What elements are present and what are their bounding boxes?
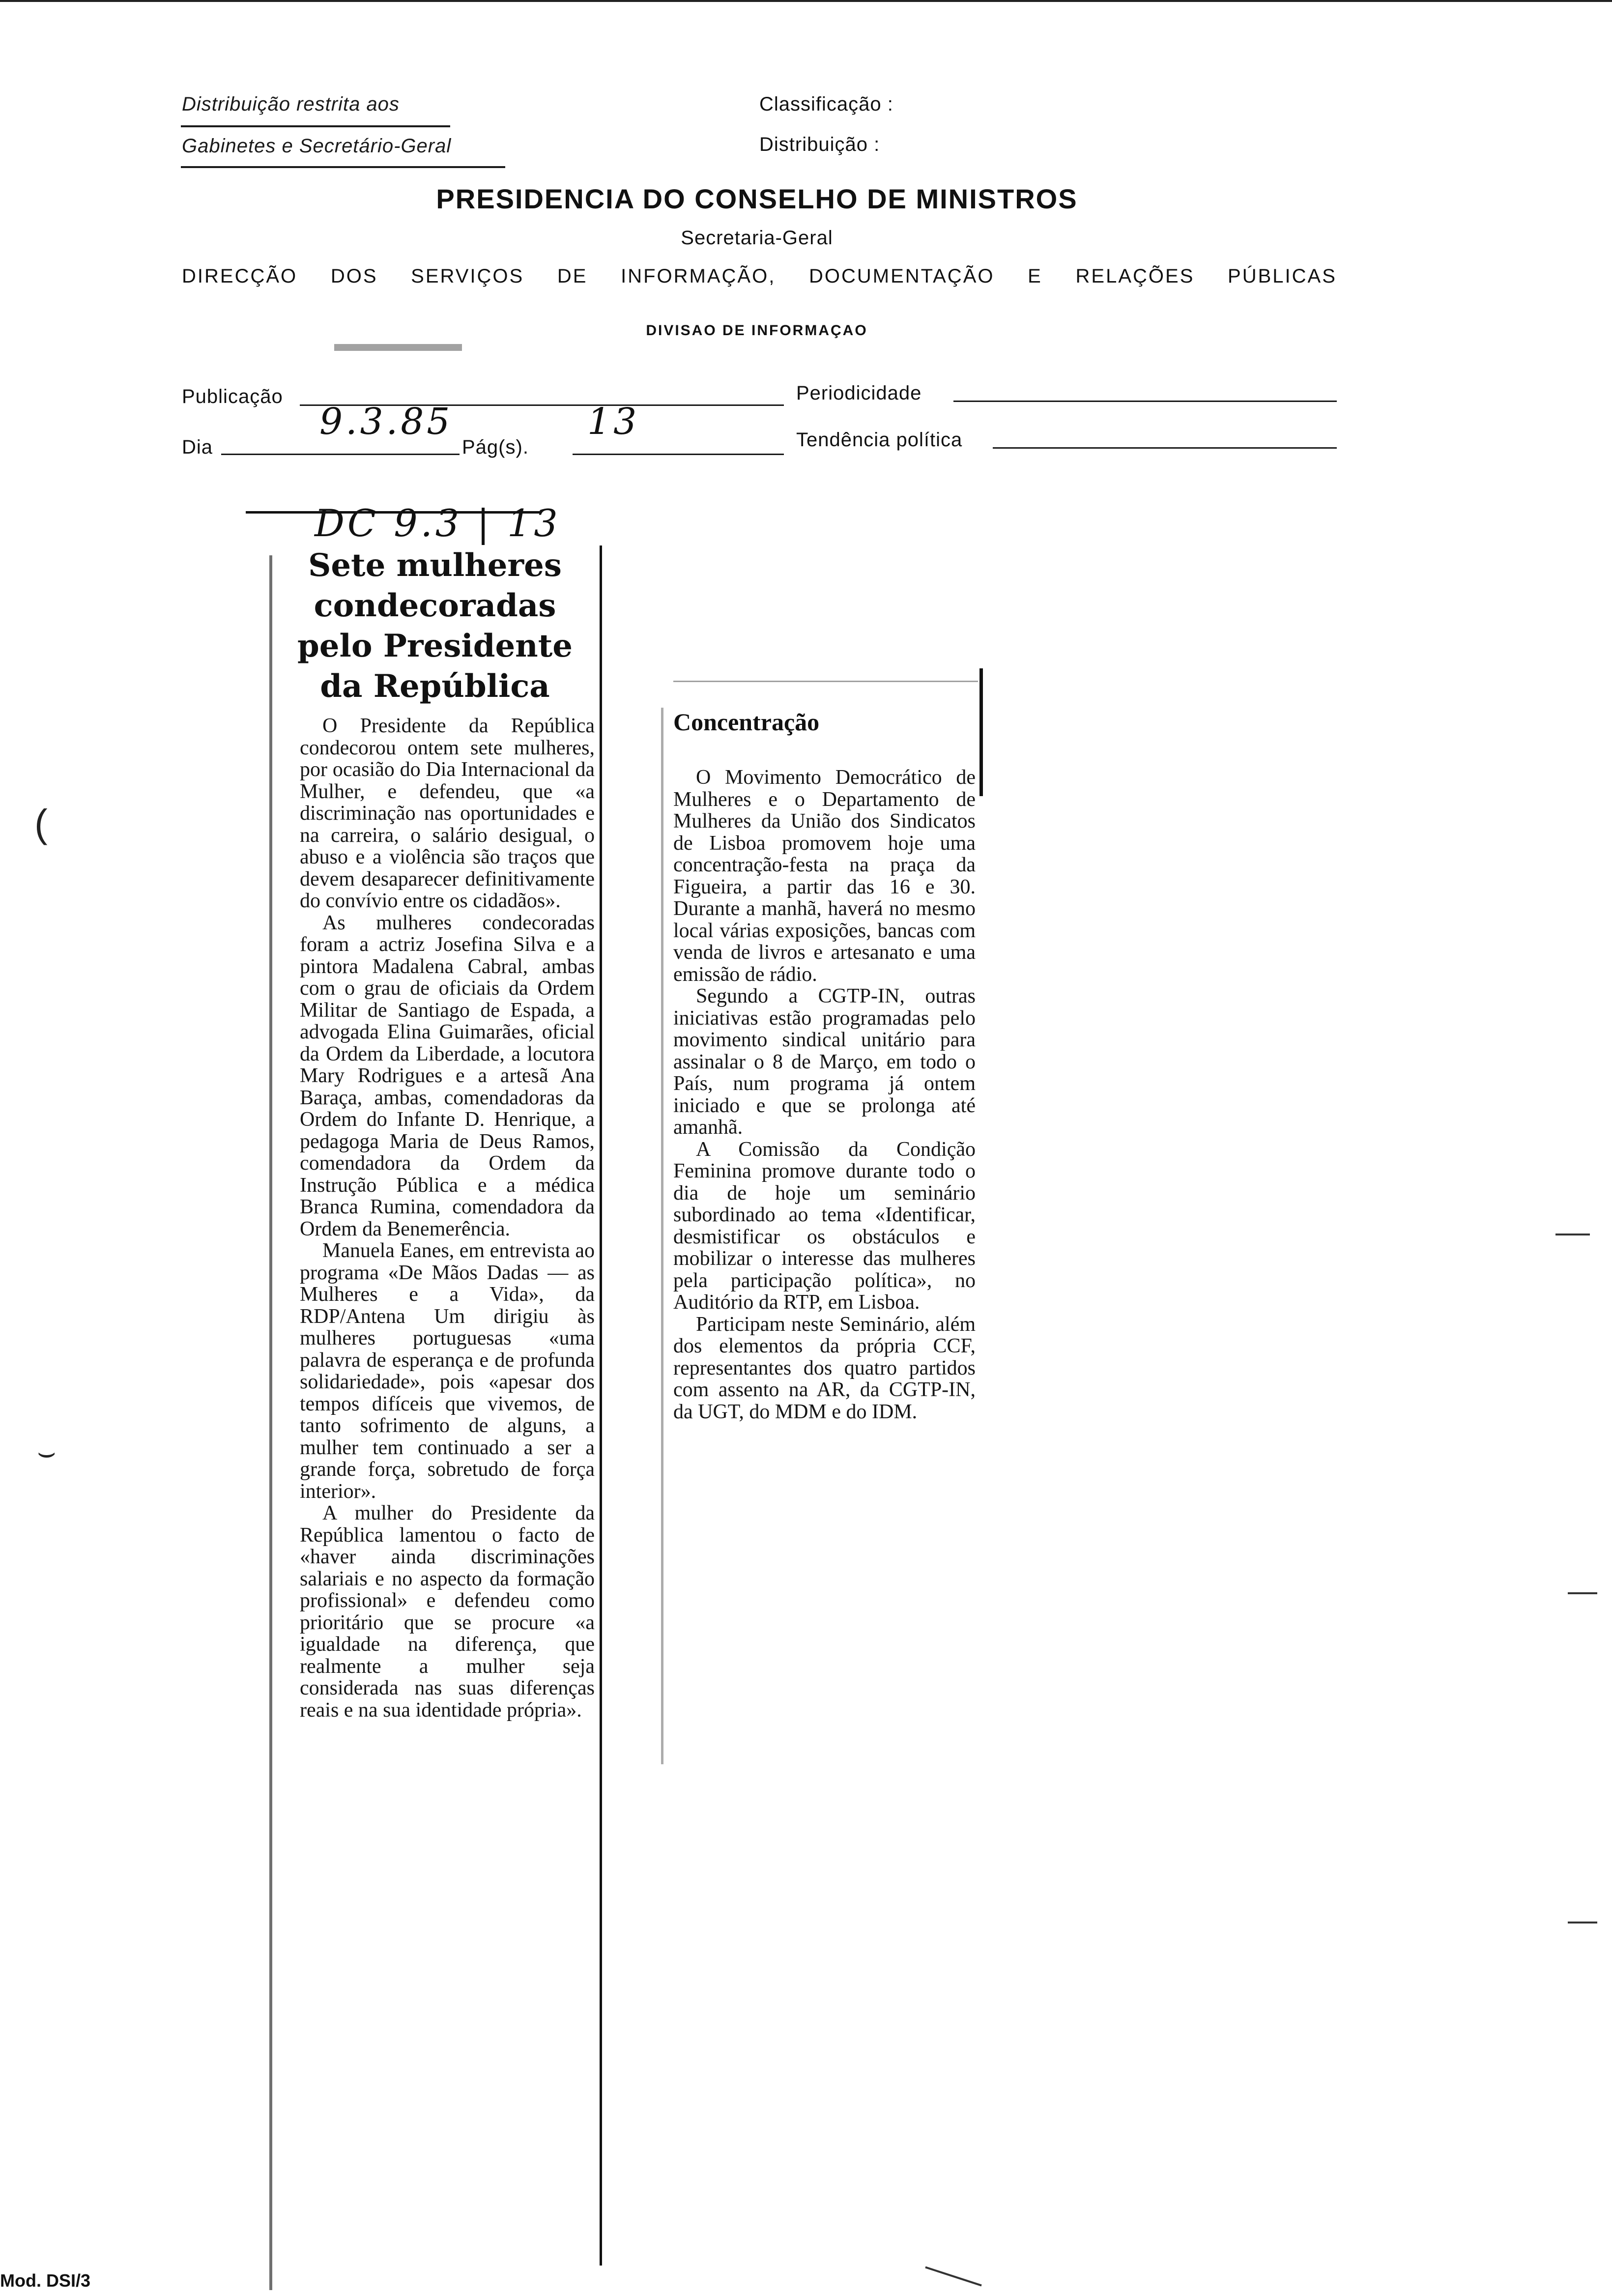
article-paragraph: Segundo a CGTP-IN, outras iniciativas estão programadas pelo movimento sindical unitário para assinalar o 8 de Março, em todo o País, num programa já ontem iniciado e que se prolonga até amanhã. bbox=[673, 985, 976, 1139]
article-paragraph: A Comissão da Condição Feminina promove durante todo o dia de hoje um seminário subordinado ao tema «Identificar, desmistificar os obstáculos e mobilizar o interesse das mulheres pela participação política», no Auditório da RTP, em Lisboa. bbox=[673, 1138, 976, 1314]
margin-mark bbox=[1555, 1234, 1590, 1235]
distribution-underline-1 bbox=[181, 125, 450, 127]
distribuicao-label: Distribuição : bbox=[759, 134, 880, 155]
direccao-word: E bbox=[1028, 265, 1042, 287]
direccao-word: DIRECÇÃO bbox=[182, 265, 298, 287]
scan-top-edge bbox=[0, 0, 1612, 2]
stamp-smudge bbox=[334, 344, 462, 351]
headline-line: da República bbox=[320, 668, 550, 705]
article-paragraph: Manuela Eanes, em entrevista ao programa «De Mãos Dadas — as Mulheres e a Vida», da RDP/Antena Um dirigiu às mulheres portuguesas «uma palavra de esperança e de profunda solidariedade», pois «apesar dos tempos difíceis que vivemos, de tanto sofrimento de alguns, a mulher tem continuado a ser a grande força, sobretudo de força interior». bbox=[300, 1239, 595, 1503]
direccao-word: PÚBLICAS bbox=[1228, 265, 1337, 287]
direccao-word: DOS bbox=[330, 265, 378, 287]
pags-line bbox=[573, 454, 784, 455]
article-paragraph: O Presidente da República condecorou ontem sete mulheres, por ocasião do Dia Internacional da Mulher, e defendeu, que «a discriminação nas oportunidades e na carreira, o salário desigual, o abuso e a violência são traços que devem desaparecer definitivamente do convívio entre os cidadãos». bbox=[300, 715, 595, 912]
article-right-column bbox=[673, 767, 976, 1423]
margin-mark: ( bbox=[34, 802, 48, 845]
dia-label: Dia bbox=[182, 436, 213, 458]
form-code: Mod. DSI/3 bbox=[0, 2270, 91, 2291]
headline-line: condecoradas bbox=[314, 587, 556, 624]
left-column-edge bbox=[269, 555, 272, 2290]
article-paragraph: A mulher do Presidente da República lamentou o facto de «haver ainda discriminações salariais e no aspecto da formação profissional» e defendeu como prioritário que se procure «a igualdade na diferença, que realmente a mulher seja considerada nas suas diferenças reais e na sua identidade própria». bbox=[300, 1502, 595, 1722]
article-paragraph: O Movimento Democrático de Mulheres e o Departamento de Mulheres da União dos Sindicatos de Lisboa promovem hoje uma concentração-festa na praça da Figueira, a partir das 16 e 30. Durante a manhã, haverá no mesmo local várias exposições, bancas com venda de livros e artesanato e uma emissão de rádio. bbox=[673, 766, 976, 986]
document-title: PRESIDENCIA DO CONSELHO DE MINISTROS bbox=[436, 183, 1078, 214]
margin-mark: ⌣ bbox=[37, 1435, 57, 1468]
classificacao-label: Classificação : bbox=[759, 93, 893, 115]
tendencia-line bbox=[993, 447, 1337, 449]
direccao-word: INFORMAÇÃO, bbox=[621, 265, 776, 287]
article-headline bbox=[285, 545, 585, 707]
direccao-word: DE bbox=[557, 265, 588, 287]
direccao-word: RELAÇÕES bbox=[1075, 265, 1195, 287]
handwritten-reference: DC 9.3 | 13 bbox=[315, 501, 561, 545]
distribution-line-1: Distribuição restrita aos bbox=[182, 93, 400, 115]
margin-mark bbox=[925, 2267, 981, 2287]
article-paragraph: Participam neste Seminário, além dos elementos da própria CCF, representantes dos quatro partidos com assento na AR, da CGTP-IN, da UGT, do MDM e do IDM. bbox=[673, 1313, 976, 1423]
margin-mark bbox=[1568, 1922, 1597, 1923]
headline-line: pelo Presidente bbox=[297, 628, 573, 664]
article-paragraph: As mulheres condecoradas foram a actriz Josefina Silva e a pintora Madalena Cabral, ambas com o grau de oficiais da Ordem Militar de Santiago de Espada, a advogada Elina Guimarães, oficial da Ordem da Liberdade, a locutora Mary Rodrigues e a artesã Ana Baraça, ambas, comendadoras da Ordem do Infante D. Henrique, a pedagoga Maria de Deus Ramos, comendadora da Ordem da Instrução Pública e a médica Branca Rumina, comendadora da Ordem da Benemerência. bbox=[300, 911, 595, 1240]
document-subtitle: Secretaria-Geral bbox=[681, 227, 833, 249]
headline-line: Sete mulheres bbox=[308, 547, 562, 584]
tendencia-label: Tendência política bbox=[796, 429, 963, 451]
periodicidade-line bbox=[953, 401, 1337, 402]
article-left-column bbox=[300, 715, 595, 1721]
right-column-rule bbox=[979, 668, 983, 796]
distribution-underline-2 bbox=[181, 166, 505, 168]
dia-line bbox=[221, 454, 460, 455]
left-column-rule bbox=[600, 545, 602, 2266]
publicacao-label: Publicação bbox=[182, 386, 283, 407]
concentracao-heading: Concentração bbox=[673, 708, 820, 736]
dia-handwritten-value: 9.3.85 bbox=[319, 401, 453, 443]
periodicidade-label: Periodicidade bbox=[796, 382, 922, 404]
right-column-left-edge bbox=[661, 708, 663, 1764]
distribution-line-2: Gabinetes e Secretário-Geral bbox=[182, 135, 452, 157]
direccao-line bbox=[182, 265, 1337, 287]
margin-mark bbox=[1568, 1592, 1597, 1594]
direccao-word: SERVIÇOS bbox=[411, 265, 524, 287]
divisao-label: DIVISAO DE INFORMAÇAO bbox=[646, 322, 868, 339]
pags-label: Pág(s). bbox=[462, 436, 529, 458]
direccao-word: DOCUMENTAÇÃO bbox=[809, 265, 995, 287]
pags-handwritten-value: 13 bbox=[587, 401, 640, 443]
right-column-top-rule bbox=[673, 681, 978, 682]
